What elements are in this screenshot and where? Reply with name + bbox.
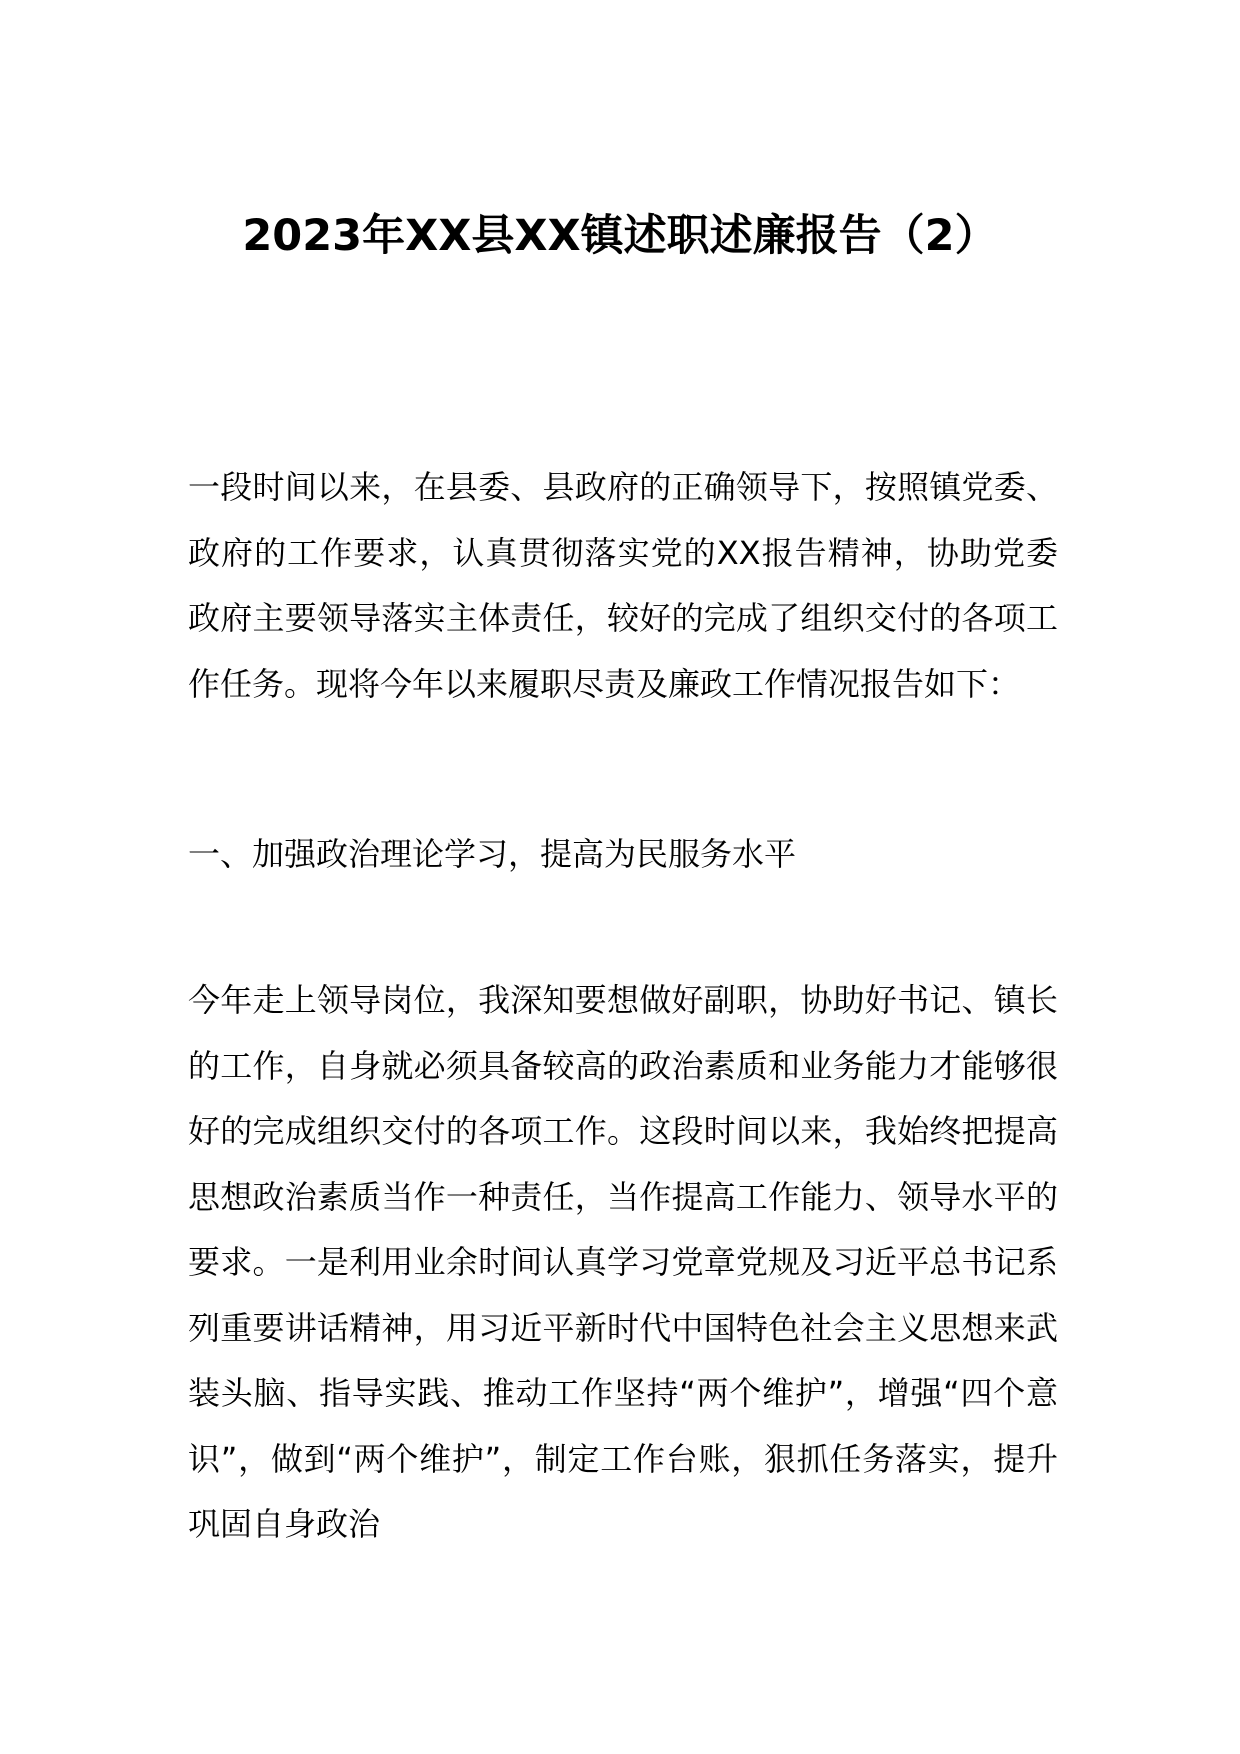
paragraph-intro: 一段时间以来，在县委、县政府的正确领导下，按照镇党委、政府的工作要求，认真贯彻落实党的XX报告精神，协助党委政府主要领导落实主体责任，较好的完成了组织交付的各项工作任务。现将今年以来履职尽责及廉政工作情况报告如下： — [188, 468, 1058, 703]
paragraph-section-1-body: 今年走上领导岗位，我深知要想做好副职，协助好书记、镇长的工作，自身就必须具备较高的政治素质和业务能力才能够很好的完成组织交付的各项工作。这段时间以来，我始终把提高思想政治素质当作一种责任，当作提高工作能力、领导水平的要求。一是利用业余时间认真学习党章党规及习近平总书记系列重要讲话精神，用习近平新时代中国特色社会主义思想来武装头脑、指导实践、推动工作坚持“两个维护”，增强“四个意识”，做到“两个维护”，制定工作台账，狠抓任务落实，提升巩固自身政治 — [188, 981, 1058, 1543]
document-title: 2023年XX县XX镇述职述廉报告（2） — [242, 211, 998, 261]
section-heading-1: 一、加强政治理论学习，提高为民服务水平 — [188, 835, 797, 873]
